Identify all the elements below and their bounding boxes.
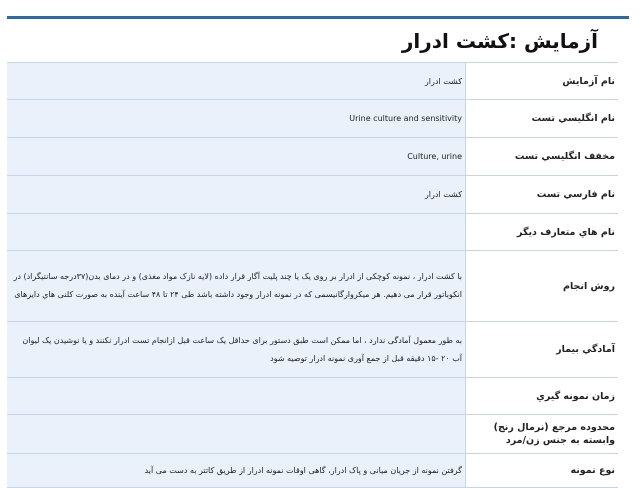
row-value-method: با کشت ادرار ، نمونه کوچکی از ادرار بر روی یک یا چند پلیت آگار قرار داده (لایه نازک مواد مغذی) و در دمای بدن(۳۷درجه سانتیگراد) در انکوباتور قرار می دهیم. هر میکروارگانیسمی که در نمونه ادرار وجود داشته باشد طی ۲۴ تا ۴۸ ساعت آينده به صورت کلنی هاي دايرهای [7, 251, 466, 322]
table-row [7, 251, 618, 322]
table-row [7, 322, 618, 378]
row-value-other-names [7, 214, 466, 251]
table-row [7, 176, 618, 214]
row-label-sample-type: نوع نمونه [466, 454, 619, 488]
table-row [7, 415, 618, 454]
table-row [7, 63, 618, 100]
row-value-sample-type: گرفتن نمونه از جریان میانی و پاک ادرار، گاهی اوقات نمونه ادرار از طریق کاتتر به دست می آید [7, 454, 466, 488]
row-label-english-abbrev: مخفف انگليسي تست [466, 138, 619, 176]
row-value-test-name: کشت ادرار [7, 63, 466, 100]
row-value-sampling-time [7, 378, 466, 415]
row-label-english-name: نام انگليسي تست [466, 100, 619, 138]
table-row [7, 378, 618, 415]
row-value-reference-range [7, 415, 466, 454]
table-row [7, 214, 618, 251]
row-value-persian-name: کشت ادرار [7, 176, 466, 214]
row-label-sampling-time: زمان نمونه گيري [466, 378, 619, 415]
row-label-reference-range: محدوده مرجع (نرمال رنج) وابسته به جنس زن/مرد [466, 415, 619, 454]
test-info-table [7, 62, 618, 488]
row-label-patient-prep: آمادگي بيمار [466, 322, 619, 378]
row-value-english-abbrev: Culture, urine [407, 152, 462, 161]
row-label-method: روش انجام [466, 251, 619, 322]
row-label-other-names: نام هاي متعارف ديگر [466, 214, 619, 251]
page-title: آزمایش :کشت ادرار [401, 29, 598, 53]
row-value-patient-prep: به طور معمول آمادگی ندارد ، اما ممکن است طبق دستور برای حداقل یک ساعت قبل ازانجام تست ادرار نکنند و یا نوشیدن یک لیوان آب ۲۰ -۱۵ دقیقه قبل از جمع آوری نمونه ادرار توصیه شود [7, 322, 466, 378]
top-divider-bar [7, 16, 629, 19]
row-label-test-name: نام آزمايش [466, 63, 619, 100]
table-row [7, 138, 618, 176]
table-row [7, 100, 618, 138]
table-row [7, 454, 618, 488]
row-label-persian-name: نام فارسي تست [466, 176, 619, 214]
row-value-english-name: Urine culture and sensitivity [349, 114, 462, 123]
